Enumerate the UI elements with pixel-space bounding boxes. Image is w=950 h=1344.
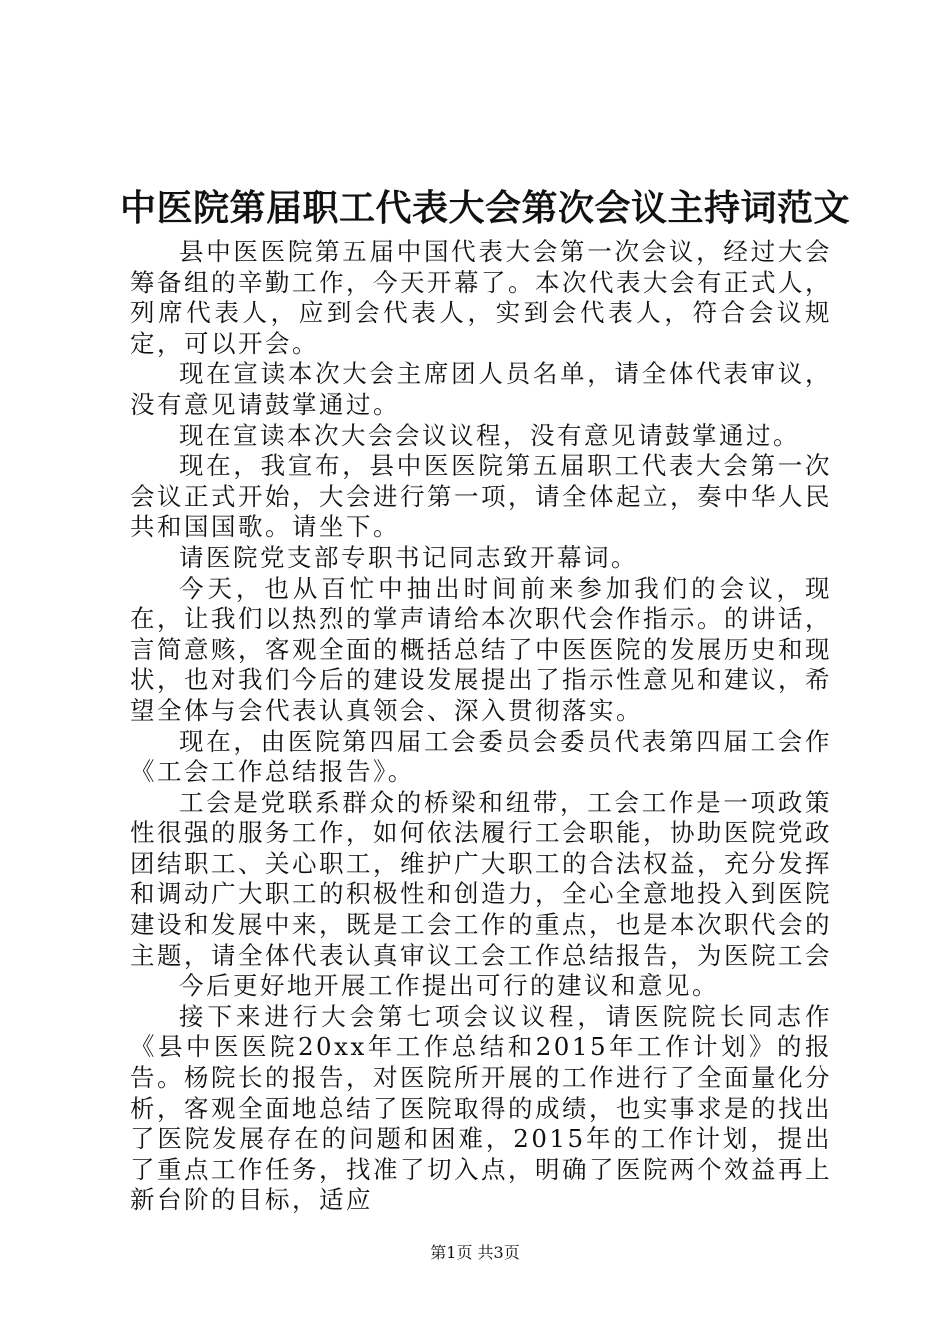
paragraph-union-suggestions: 今后更好地开展工作提出可行的建议和意见。 bbox=[179, 971, 719, 1001]
document-title: 中医院第届职工代表大会第次会议主持词范文 bbox=[120, 187, 851, 229]
paragraph-meeting-start: 现在，我宣布，县中医医院第五届职工代表大会第一次会议正式开始，大会进行第一项，请全体起立，奏中华人民共和国国歌。请坐下。 bbox=[130, 451, 832, 542]
page-number: 第1页 共3页 bbox=[430, 1243, 520, 1262]
document-body bbox=[130, 237, 832, 1216]
paragraph-director-report: 接下来进行大会第七项会议议程，请医院院长同志作《县中医医院20xx年工作总结和2015年工作计划》的报告。杨院长的报告，对医院所开展的工作进行了全面量化分析，客观全面地总结了医院取得的成绩，也实事求是的找出了医院发展存在的问题和困难，2015年的工作计划，提出了重点工作任务，找准了切入点，明确了医院两个效益再上新台阶的目标，适应 bbox=[130, 1001, 832, 1215]
paragraph-opening-speech: 请医院党支部专职书记同志致开幕词。 bbox=[179, 542, 638, 572]
paragraph-union-report-intro: 现在，由医院第四届工会委员会委员代表第四届工会作《工会工作总结报告》。 bbox=[130, 726, 832, 787]
paragraph-opening: 县中医医院第五届中国代表大会第一次会议，经过大会筹备组的辛勤工作，今天开幕了。本次代表大会有正式人，列席代表人，应到会代表人，实到会代表人，符合会议规定，可以开会。 bbox=[130, 237, 832, 358]
paragraph-leader-speech: 今天，也从百忙中抽出时间前来参加我们的会议，现在，让我们以热烈的掌声请给本次职代会作指示。的讲话，言简意赅，客观全面的概括总结了中医医院的发展历史和现状，也对我们今后的建设发展提出了指示性意见和建议，希望全体与会代表认真领会、深入贯彻落实。 bbox=[130, 573, 832, 725]
paragraph-presidium-list: 现在宣读本次大会主席团人员名单，请全体代表审议，没有意见请鼓掌通过。 bbox=[130, 359, 832, 419]
paragraph-union-role: 工会是党联系群众的桥梁和纽带，工会工作是一项政策性很强的服务工作，如何依法履行工会职能，协助医院党政团结职工、关心职工，维护广大职工的合法权益，充分发挥和调动广大职工的积极性和创造力，全心全意地投入到医院建设和发展中来，既是工会工作的重点，也是本次职代会的主题，请全体代表认真审议工会工作总结报告，为医院工会 bbox=[130, 787, 832, 970]
paragraph-agenda: 现在宣读本次大会会议议程，没有意见请鼓掌通过。 bbox=[179, 420, 800, 450]
